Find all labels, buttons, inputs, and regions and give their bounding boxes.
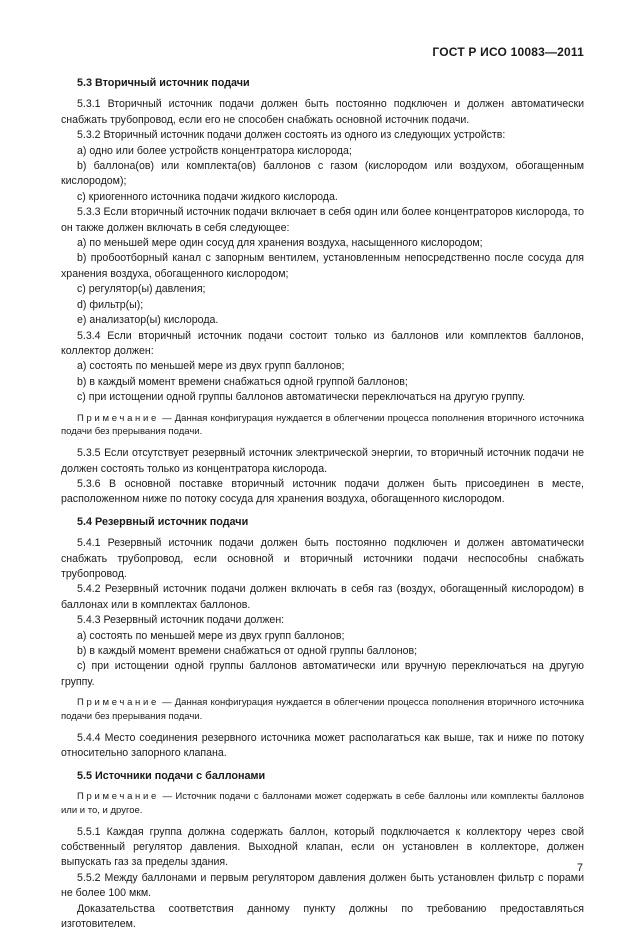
paragraph-5-4-2: 5.4.2 Резервный источник подачи должен включать в себя газ (воздух, обогащенный кислородом) в баллонах или в комплектах баллонов.: [61, 583, 584, 611]
list-item: а) по меньшей мере один сосуд для хранения воздуха, насыщенного кислородом;: [77, 237, 483, 250]
note-label: Примечание: [77, 791, 159, 803]
list-item: а) состоять по меньшей мере из двух групп баллонов;: [77, 360, 345, 373]
paragraph-5-5-2: 5.5.2 Между баллонами и первым регулятором давления должен быть установлен фильтр с порами не более 100 мкм.: [61, 871, 584, 900]
list-item: b) пробоотборный канал с запорным вентилем, установленным непосредственно после сосуда для хранения воздуха, обогащенного кислородом;: [61, 252, 584, 280]
list-item: b) в каждый момент времени снабжаться одной группой баллонов;: [77, 375, 408, 388]
document-header: ГОСТ Р ИСО 10083—2011: [432, 45, 584, 59]
paragraph-5-3-3: 5.3.3 Если вторичный источник подачи включает в себя один или более концентраторов кислорода, то он также должен включать в себя следующее:: [61, 206, 584, 234]
paragraph-5-3-2: 5.3.2 Вторичный источник подачи должен состоять из одного из следующих устройств:: [77, 129, 506, 142]
paragraph-5-3-5: 5.3.5 Если отсутствует резервный источник электрической энергии, то вторичный источник подачи не должен состоять только из концентратора кислорода.: [61, 447, 584, 475]
spacer: [61, 508, 584, 515]
list-item: с) криогенного источника подачи жидкого кислорода.: [77, 190, 338, 203]
note-5-4: [61, 696, 584, 724]
note-5-3: [61, 412, 584, 440]
spacer: [61, 762, 584, 769]
list-item: с) при истощении одной группы баллонов автоматически или вручную переключаться на другую группу.: [61, 660, 584, 688]
section-heading-5-4: 5.4 Резервный источник подачи: [77, 515, 249, 528]
section-heading-5-3: 5.3 Вторичный источник подачи: [77, 77, 250, 89]
paragraph-5-3-4: 5.3.4 Если вторичный источник подачи состоит только из баллонов или комплектов баллонов, коллектор должен:: [61, 329, 584, 357]
note-text: — Данная конфигурация нуждается в облегчении процесса пополнения вторичного источника подачи без прерывания подачи.: [61, 697, 584, 723]
section-heading-5-5: 5.5 Источники подачи с баллонами: [77, 769, 266, 782]
paragraph-5-3-1: 5.3.1 Вторичный источник подачи должен быть постоянно подключен и должен автоматически снабжать трубопровод, если его не способен снабжать основной источник подачи.: [61, 98, 584, 126]
list-item: е) анализатор(ы) кислорода.: [77, 314, 219, 327]
list-item: а) одно или более устройств концентратора кислорода;: [77, 144, 352, 157]
note-text: — Источник подачи с баллонами может содержать в себе баллоны или комплекты баллонов или и то, и другое.: [61, 791, 584, 816]
note-5-5: [61, 790, 584, 818]
paragraph-5-4-3: 5.4.3 Резервный источник подачи должен:: [77, 614, 285, 627]
paragraph-5-5-2-evidence: Доказательства соответствия данному пункту должны по требованию предоставляться изготовителем.: [61, 902, 584, 931]
note-label: Примечание: [77, 697, 159, 709]
paragraph-5-3-6: 5.3.6 В основной поставке вторичный источник подачи должен быть присоединен в месте, расположенном ниже по потоку сосуда для хранения воздуха, обогащенного кислородом.: [61, 477, 584, 506]
paragraph-5-4-4: 5.4.4 Место соединения резервного источника может располагаться как выше, так и ниже по потоку относительно запорного клапана.: [61, 731, 584, 760]
document-body: [61, 76, 584, 932]
list-item: с) при истощении одной группы баллонов автоматически переключаться на другую группу.: [77, 391, 526, 404]
note-text: — Данная конфигурация нуждается в облегчении процесса пополнения вторичного источника подачи без прерывания подачи.: [61, 412, 584, 438]
list-item: b) баллона(ов) или комплекта(ов) баллонов с газом (кислородом или воздухом, обогащенным кислородом);: [61, 160, 584, 188]
page-number: 7: [576, 862, 583, 874]
list-item: d) фильтр(ы);: [77, 298, 144, 311]
list-item: b) в каждый момент времени снабжаться от одной группы баллонов;: [77, 645, 418, 657]
paragraph-5-4-1: 5.4.1 Резервный источник подачи должен быть постоянно подключен и должен автоматически снабжать трубопровод, если основной и вторичный источники подачи неспособны снабжать трубопровод.: [61, 537, 584, 580]
list-item: с) регулятор(ы) давления;: [77, 283, 206, 296]
list-item: а) состоять по меньшей мере из двух групп баллонов;: [77, 629, 345, 642]
note-label: Примечание: [77, 412, 159, 424]
paragraph-5-5-1: 5.5.1 Каждая группа должна содержать баллон, который подключается к коллектору через свой собственный регулятор давления. Выходной клапан, если он установлен в коллекторе, должен выпускать газ за пределы здания.: [61, 825, 584, 869]
